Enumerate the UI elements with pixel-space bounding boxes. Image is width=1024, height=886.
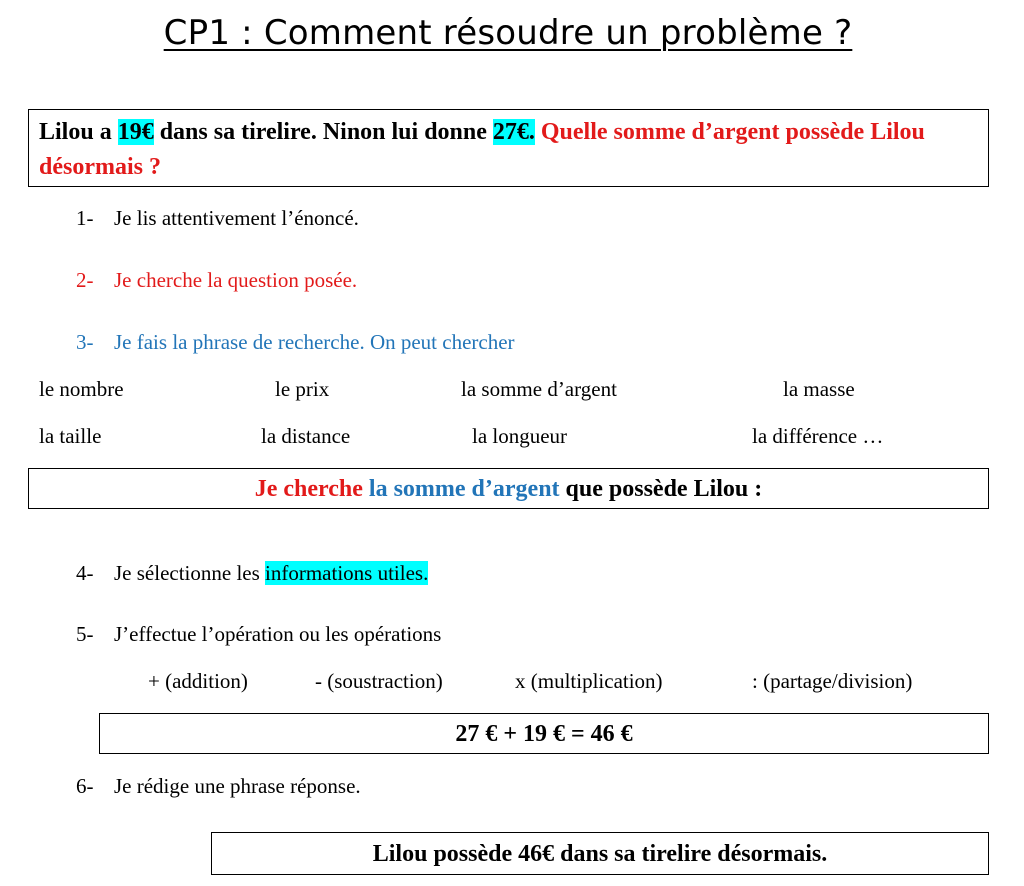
- research-part-blue: la somme d’argent: [368, 476, 560, 502]
- problem-question: Quelle somme d’argent possède Lilou désormais ?: [39, 119, 925, 180]
- search-word: la longueur: [472, 424, 568, 448]
- search-word: la taille: [39, 424, 102, 448]
- research-part-red: Je cherche: [254, 476, 369, 502]
- operation-division: : (partage/division): [752, 669, 913, 693]
- problem-text-2: dans sa tirelire. Ninon lui donne: [153, 119, 493, 145]
- amount-highlight-2: 27€.: [492, 119, 535, 145]
- step-2: [76, 267, 357, 293]
- step-text: Je fais la phrase de recherche. On peut chercher: [114, 330, 515, 354]
- step-text: Je cherche la question posée.: [114, 268, 358, 292]
- research-part-black: que possède Lilou :: [559, 476, 763, 502]
- step-text: Je sélectionne les: [114, 561, 266, 585]
- operation-multiplication: x (multiplication): [515, 669, 663, 693]
- amount-highlight-1: 19€: [117, 119, 154, 145]
- operation-addition: + (addition): [148, 669, 248, 693]
- step-4: [76, 560, 428, 586]
- search-word: la distance: [261, 424, 351, 448]
- step-3: [76, 329, 515, 355]
- step-number: 3-: [76, 330, 94, 354]
- research-sentence-box: [28, 468, 989, 509]
- search-word: la somme d’argent: [461, 377, 617, 401]
- search-word: le nombre: [39, 377, 124, 401]
- step-number: 4-: [76, 561, 94, 585]
- useful-info-highlight: informations utiles.: [265, 561, 429, 585]
- search-word: le prix: [275, 377, 330, 401]
- step-5: [76, 621, 441, 647]
- step-number: 1-: [76, 206, 94, 230]
- search-word: la masse: [783, 377, 855, 401]
- step-text: Je rédige une phrase réponse.: [114, 774, 361, 798]
- step-text: Je lis attentivement l’énoncé.: [114, 206, 359, 230]
- calculation-box: 27 € + 19 € = 46 €: [99, 713, 989, 754]
- step-6: [76, 773, 361, 799]
- problem-text: Lilou a: [39, 119, 118, 145]
- step-text: J’effectue l’opération ou les opérations: [114, 622, 442, 646]
- operation-subtraction: - (soustraction): [315, 669, 443, 693]
- answer-box: Lilou possède 46€ dans sa tirelire désormais.: [211, 832, 989, 875]
- search-word: la différence …: [752, 424, 884, 448]
- step-number: 2-: [76, 268, 94, 292]
- step-1: [76, 205, 359, 231]
- step-number: 6-: [76, 774, 94, 798]
- page-title: CP1 : Comment résoudre un problème ?: [163, 13, 853, 53]
- step-number: 5-: [76, 622, 94, 646]
- problem-statement-box: [28, 109, 989, 187]
